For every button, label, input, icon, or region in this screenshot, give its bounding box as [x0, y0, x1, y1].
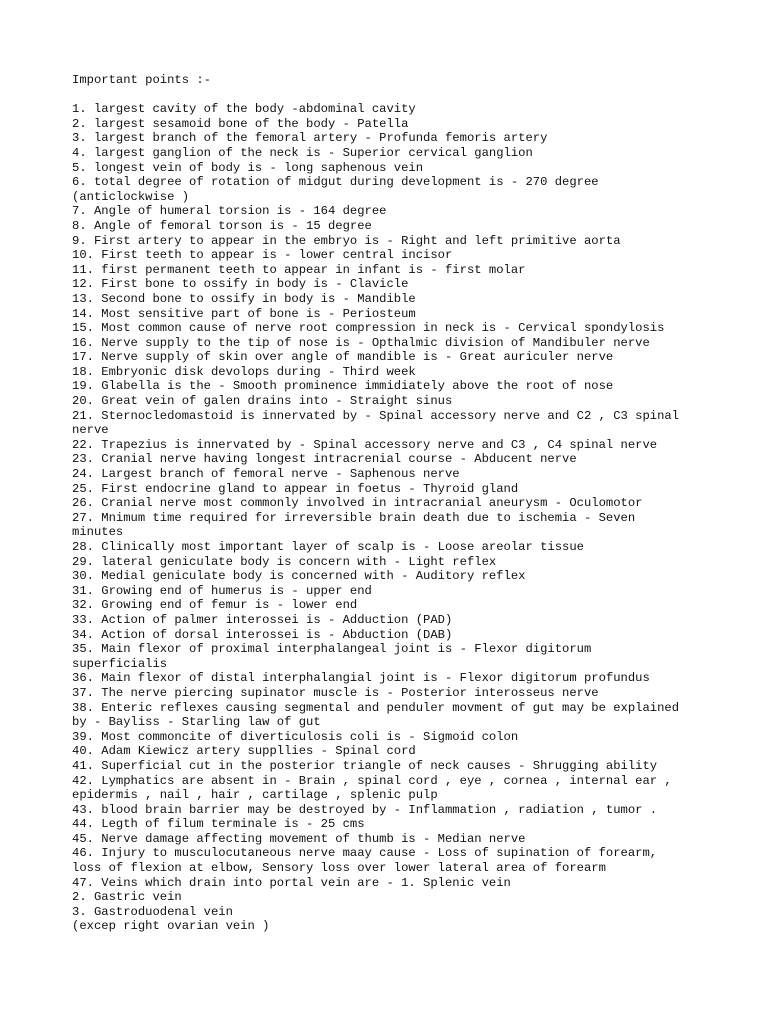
- point-line: 13. Second bone to ossify in body is - Mandible: [72, 291, 416, 306]
- point-line: 8. Angle of femoral torson is - 15 degree: [72, 218, 372, 233]
- document-title: Important points :-: [72, 73, 211, 87]
- point-line: epidermis , nail , hair , cartilage , splenic pulp: [72, 788, 438, 803]
- point-line: 26. Cranial nerve most commonly involved in intracranial aneurysm - Oculomotor: [72, 496, 643, 511]
- point-line: 23. Cranial nerve having longest intracrenial course - Abducent nerve: [72, 452, 577, 467]
- point-line: 34. Action of dorsal interossei is - Abduction (DAB): [72, 627, 453, 642]
- point-line: 40. Adam Kiewicz artery suppllies - Spinal cord: [72, 744, 416, 759]
- point-line: 38. Enteric reflexes causing segmental and penduler movment of gut may be explained: [72, 700, 680, 715]
- point-line: 36. Main flexor of distal interphalangial joint is - Flexor digitorum profundus: [72, 671, 650, 686]
- point-line: 7. Angle of humeral torsion is - 164 degree: [72, 204, 387, 219]
- point-line: 6. total degree of rotation of midgut during development is - 270 degree: [72, 175, 599, 190]
- point-line: 16. Nerve supply to the tip of nose is - Opthalmic division of Mandibuler nerve: [72, 335, 650, 350]
- point-line: 22. Trapezius is innervated by - Spinal accessory nerve and C3 , C4 spinal nerve: [72, 437, 658, 452]
- point-line: 28. Clinically most important layer of scalp is - Loose areolar tissue: [72, 540, 584, 554]
- point-line: 4. largest ganglion of the neck is - Superior cervical ganglion: [72, 145, 533, 160]
- point-line: 42. Lymphatics are absent in - Brain , spinal cord , eye , cornea , internal ear ,: [72, 773, 672, 788]
- point-line: 43. blood brain barrier may be destroyed by - Inflammation , radiation , tumor .: [72, 802, 658, 817]
- point-line: 44. Legth of filum terminale is - 25 cms: [72, 817, 365, 832]
- point-line: superficialis: [72, 656, 168, 671]
- points-list: [72, 102, 702, 934]
- point-line: 9. First artery to appear in the embryo is - Right and left primitive aorta: [72, 233, 621, 248]
- point-line: minutes: [72, 525, 124, 540]
- point-line: 15. Most common cause of nerve root compression in neck is - Cervical spondylosis: [72, 321, 665, 336]
- point-line: 12. First bone to ossify in body is - Clavicle: [72, 277, 409, 292]
- point-line: 11. first permanent teeth to appear in infant is - first molar: [72, 262, 526, 277]
- point-line: 3. Gastroduodenal vein: [72, 904, 233, 919]
- point-line: 19. Glabella is the - Smooth prominence immidiately above the root of nose: [72, 379, 614, 394]
- point-line: 35. Main flexor of proximal interphalangeal joint is - Flexor digitorum: [72, 642, 592, 657]
- point-line: 29. lateral geniculate body is concern with - Light reflex: [72, 554, 497, 569]
- point-line: 24. Largest branch of femoral nerve - Saphenous nerve: [72, 467, 460, 482]
- point-line: by - Bayliss - Starling law of gut: [72, 715, 321, 730]
- point-line: 37. The nerve piercing supinator muscle is - Posterior interosseus nerve: [72, 685, 599, 700]
- point-line: 2. Gastric vein: [72, 890, 182, 905]
- point-line: 33. Action of palmer interossei is - Adduction (PAD): [72, 612, 453, 627]
- point-line: 1. largest cavity of the body -abdominal cavity: [72, 102, 416, 117]
- point-line: 14. Most sensitive part of bone is - Periosteum: [72, 306, 416, 321]
- point-line: 21. Sternocledomastoid is innervated by - Spinal accessory nerve and C2 , C3 spinal: [72, 408, 680, 423]
- point-line: (excep right ovarian vein ): [72, 919, 270, 934]
- point-line: 20. Great vein of galen drains into - Straight sinus: [72, 394, 453, 409]
- point-line: 31. Growing end of humerus is - upper end: [72, 583, 372, 598]
- point-line: 45. Nerve damage affecting movement of thumb is - Median nerve: [72, 831, 526, 846]
- point-line: 3. largest branch of the femoral artery - Profunda femoris artery: [72, 131, 548, 146]
- point-line: 30. Medial geniculate body is concerned with - Auditory reflex: [72, 569, 526, 584]
- point-line: loss of flexion at elbow, Sensory loss over lower lateral area of forearm: [72, 861, 606, 876]
- point-line: 41. Superficial cut in the posterior triangle of neck causes - Shrugging ability: [72, 758, 658, 773]
- point-line: 27. Mnimum time required for irreversible brain death due to ischemia - Seven: [72, 510, 636, 525]
- point-line: 18. Embryonic disk devolops during - Third week: [72, 364, 416, 379]
- point-line: nerve: [72, 423, 109, 438]
- point-line: 17. Nerve supply of skin over angle of mandible is - Great auriculer nerve: [72, 350, 614, 365]
- point-line: 39. Most commoncite of diverticulosis coli is - Sigmoid colon: [72, 729, 519, 744]
- document-page: [72, 73, 702, 934]
- point-line: (anticlockwise ): [72, 189, 190, 204]
- point-line: 46. Injury to musculocutaneous nerve maay cause - Loss of supination of forearm,: [72, 846, 658, 861]
- point-line: 32. Growing end of femur is - lower end: [72, 598, 358, 613]
- point-line: 5. longest vein of body is - long saphenous vein: [72, 160, 424, 175]
- point-line: 47. Veins which drain into portal vein are - 1. Splenic vein: [72, 875, 511, 890]
- point-line: 10. First teeth to appear is - lower central incisor: [72, 248, 453, 263]
- point-line: 25. First endocrine gland to appear in foetus - Thyroid gland: [72, 481, 519, 496]
- point-line: 2. largest sesamoid bone of the body - Patella: [72, 116, 409, 131]
